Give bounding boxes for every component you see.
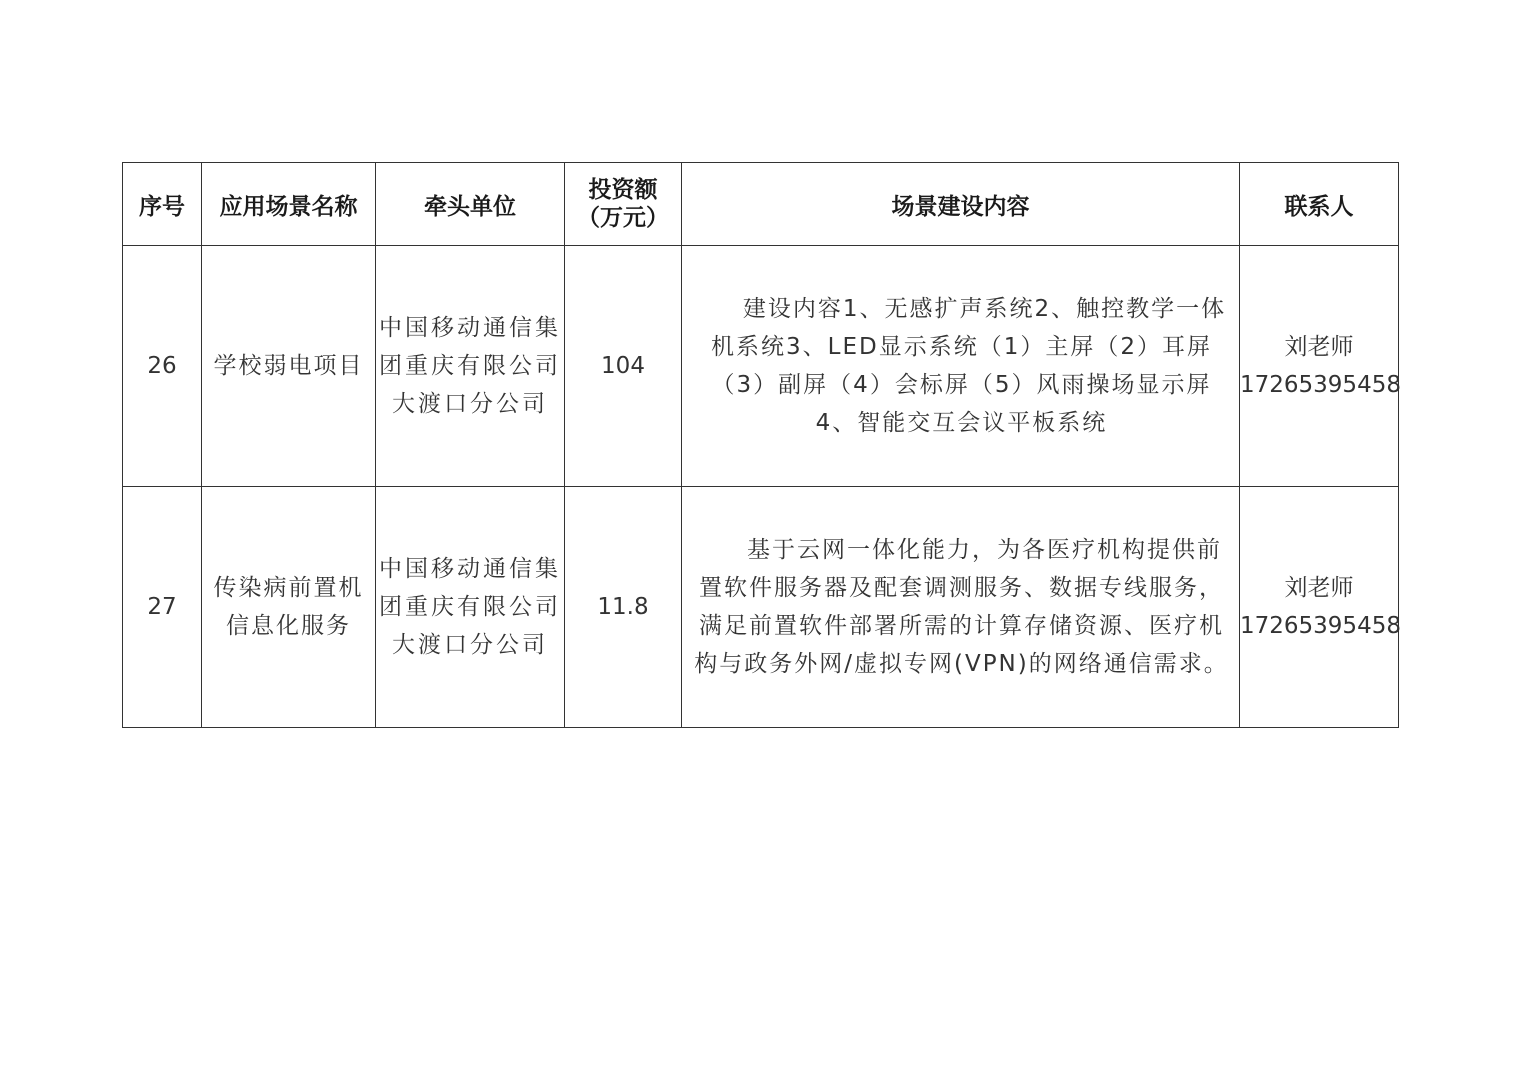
- header-scene-name: 应用场景名称: [202, 163, 376, 246]
- row-investment: 11.8: [565, 487, 682, 728]
- header-lead-unit: 牵头单位: [376, 163, 565, 246]
- header-investment-unit: （万元）: [577, 205, 669, 231]
- table-header-row: [123, 163, 1399, 246]
- row-index: 27: [123, 487, 202, 728]
- row-content-text: 基于云网一体化能力，为各医疗机构提供前置软件服务器及配套调测服务、数据专线服务，满足前置软件部署所需的计算存储资源、医疗机构与政务外网/虚拟专网(VPN)的网络通信需求。: [694, 537, 1229, 677]
- row-contact: [1240, 487, 1399, 728]
- row-content: [682, 487, 1240, 728]
- row-contact-name: 刘老师: [1284, 334, 1354, 360]
- table-row: [123, 487, 1399, 728]
- row-contact-name: 刘老师: [1284, 575, 1354, 601]
- row-scene-name: 传染病前置机信息化服务: [202, 487, 376, 728]
- row-contact: [1240, 246, 1399, 487]
- row-scene-name: 学校弱电项目: [202, 246, 376, 487]
- row-content-text: 建设内容1、无感扩声系统2、触控教学一体机系统3、LED显示系统（1）主屏（2）耳屏（3）副屏（4）会标屏（5）风雨操场显示屏4、智能交互会议平板系统: [711, 296, 1227, 436]
- row-contact-phone: 17265395458: [1240, 613, 1401, 639]
- row-contact-phone: 17265395458: [1240, 372, 1401, 398]
- row-index: 26: [123, 246, 202, 487]
- row-lead-unit: 中国移动通信集团重庆有限公司大渡口分公司: [376, 246, 565, 487]
- row-content: [682, 246, 1240, 487]
- header-investment-label: 投资额: [588, 177, 658, 203]
- header-content: 场景建设内容: [682, 163, 1240, 246]
- header-index: 序号: [123, 163, 202, 246]
- header-contact: 联系人: [1240, 163, 1399, 246]
- table-row: [123, 246, 1399, 487]
- header-investment: [565, 163, 682, 246]
- scenario-table: [122, 162, 1399, 728]
- row-investment: 104: [565, 246, 682, 487]
- row-lead-unit: 中国移动通信集团重庆有限公司大渡口分公司: [376, 487, 565, 728]
